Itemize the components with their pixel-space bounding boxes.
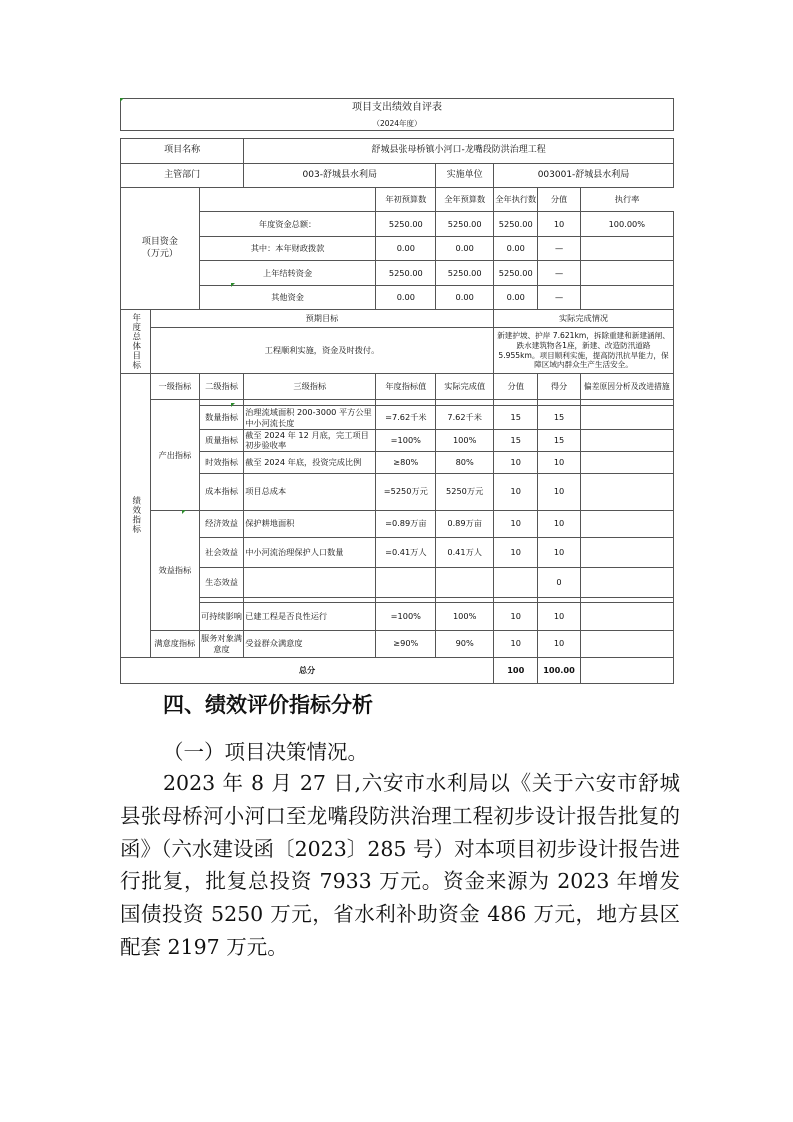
category-benefit: 效益指标 bbox=[150, 510, 199, 630]
got-cell: 10 bbox=[538, 473, 580, 510]
cell-marker bbox=[231, 403, 235, 407]
deviation-cell bbox=[580, 430, 673, 452]
ind-header-target: 年度指标值 bbox=[376, 374, 436, 400]
table-row bbox=[121, 510, 674, 537]
funds-row-rate bbox=[580, 237, 673, 261]
table-row bbox=[121, 451, 674, 473]
lvl2-cell: 经济效益 bbox=[199, 510, 243, 537]
target-cell: =0.41万人 bbox=[376, 537, 436, 567]
table-year: （2024年度） bbox=[121, 117, 674, 131]
funds-row-label: 上年结转资金 bbox=[199, 261, 376, 286]
deviation-cell bbox=[580, 451, 673, 473]
target-cell: =0.89万亩 bbox=[376, 510, 436, 537]
score-cell: 10 bbox=[494, 473, 538, 510]
target-cell: ≥90% bbox=[376, 630, 436, 657]
body-paragraph: 2023 年 8 月 27 日,六安市水利局以《关于六安市舒城县张母桥河小河口至龙嘴段防洪治理工程初步设计报告批复的函》（六水建设函〔2023〕285 号）对本项目初步设计报告进行批复，批复总投资 7933 万元。资金来源为 2023 年增发国债投资 5250 万元，省水利补助资金 486 万元，地方县区配套 2197 万元。 bbox=[120, 771, 680, 959]
got-cell: 10 bbox=[538, 510, 580, 537]
impl-unit-value: 003001-舒城县水利局 bbox=[494, 164, 674, 188]
target-cell: ≥80% bbox=[376, 451, 436, 473]
impl-unit-label: 实施单位 bbox=[436, 164, 494, 188]
funds-row-rate bbox=[580, 286, 673, 310]
funds-header-annual: 全年预算数 bbox=[436, 188, 494, 212]
ind-header-lvl1: 一级指标 bbox=[150, 374, 199, 400]
table-row bbox=[121, 602, 674, 630]
performance-self-evaluation-table bbox=[120, 98, 674, 684]
funds-row-label: 其中：本年财政拨款 bbox=[199, 237, 376, 261]
lvl3-cell: 项目总成本 bbox=[244, 473, 376, 510]
spacer-row bbox=[121, 131, 674, 139]
section-heading: 四、绩效评价指标分析 bbox=[163, 693, 373, 717]
actual-cell: 100% bbox=[436, 430, 494, 452]
funds-row-score: — bbox=[538, 237, 580, 261]
target-cell: =100% bbox=[376, 602, 436, 630]
funds-row-rate: 100.00% bbox=[580, 212, 673, 237]
expected-goal-header: 预期目标 bbox=[150, 310, 493, 328]
actual-completion-text: 新建护坡、护岸 7.621km，拆除重建和新建涵闸、跌水建筑物各1座，新建、改造防汛道路 5.955km。项目顺利实施，提高防汛抗旱能力，保障区域内群众生产生活安全。 bbox=[494, 328, 674, 374]
score-cell: 15 bbox=[494, 406, 538, 430]
score-cell: 10 bbox=[494, 602, 538, 630]
lvl2-cell: 时效指标 bbox=[199, 451, 243, 473]
dept-label: 主管部门 bbox=[121, 164, 244, 188]
lvl3-cell: 截至 2024 年底，投资完成比例 bbox=[244, 451, 376, 473]
ind-header-deviation: 偏差原因分析及改进措施 bbox=[580, 374, 673, 400]
funds-row-label: 年度资金总额： bbox=[199, 212, 376, 237]
score-cell: 10 bbox=[494, 537, 538, 567]
ind-header-lvl3: 三级指标 bbox=[244, 374, 376, 400]
funds-header-blank bbox=[199, 188, 376, 212]
total-got: 100.00 bbox=[538, 657, 580, 683]
funds-row-executed: 5250.00 bbox=[494, 261, 538, 286]
table-row bbox=[121, 406, 674, 430]
total-deviation bbox=[580, 657, 673, 683]
total-label: 总分 bbox=[121, 657, 494, 683]
got-cell: 15 bbox=[538, 406, 580, 430]
lvl3-cell: 受益群众满意度 bbox=[244, 630, 376, 657]
deviation-cell bbox=[580, 406, 673, 430]
deviation-cell bbox=[580, 537, 673, 567]
target-cell bbox=[376, 567, 436, 597]
funds-row-annual: 5250.00 bbox=[436, 212, 494, 237]
subheading: （一）项目决策情况。 bbox=[163, 740, 368, 764]
deviation-cell bbox=[580, 567, 673, 597]
lvl3-cell: 保护耕地面积 bbox=[244, 510, 376, 537]
ind-header-score: 分值 bbox=[494, 374, 538, 400]
lvl2-cell: 生态效益 bbox=[199, 567, 243, 597]
funds-header-initial: 年初预算数 bbox=[376, 188, 436, 212]
table-row bbox=[121, 473, 674, 510]
category-satisfaction: 满意度指标 bbox=[150, 630, 199, 657]
lvl2-cell: 社会效益 bbox=[199, 537, 243, 567]
actual-cell bbox=[436, 567, 494, 597]
project-name-value: 舒城县张母桥镇小河口-龙嘴段防洪治理工程 bbox=[244, 139, 674, 164]
actual-cell: 100% bbox=[436, 602, 494, 630]
actual-completion-header: 实际完成情况 bbox=[494, 310, 674, 328]
actual-cell: 80% bbox=[436, 451, 494, 473]
actual-cell: 0.41万人 bbox=[436, 537, 494, 567]
ind-header-got: 得分 bbox=[538, 374, 580, 400]
got-cell: 10 bbox=[538, 451, 580, 473]
cell-marker bbox=[231, 283, 235, 287]
lvl2-cell: 服务对象满意度 bbox=[199, 630, 243, 657]
funds-row-executed: 0.00 bbox=[494, 286, 538, 310]
project-name-label: 项目名称 bbox=[121, 139, 244, 164]
score-cell: 10 bbox=[494, 630, 538, 657]
funds-row-score: — bbox=[538, 286, 580, 310]
lvl3-cell: 截至 2024 年 12 月底，完工项目初步验收率 bbox=[244, 430, 376, 452]
deviation-cell bbox=[580, 602, 673, 630]
funds-row-score: 10 bbox=[538, 212, 580, 237]
deviation-cell bbox=[580, 473, 673, 510]
lvl3-cell: 中小河流治理保护人口数量 bbox=[244, 537, 376, 567]
total-row bbox=[121, 657, 674, 683]
total-score: 100 bbox=[494, 657, 538, 683]
funds-row-executed: 5250.00 bbox=[494, 212, 538, 237]
actual-cell: 7.62千米 bbox=[436, 406, 494, 430]
got-cell: 10 bbox=[538, 630, 580, 657]
funds-row-initial: 5250.00 bbox=[376, 261, 436, 286]
score-cell bbox=[494, 567, 538, 597]
funds-row-annual: 0.00 bbox=[436, 286, 494, 310]
table-title: 项目支出绩效自评表 bbox=[121, 99, 674, 117]
target-cell: =100% bbox=[376, 430, 436, 452]
table-row bbox=[121, 430, 674, 452]
got-cell: 0 bbox=[538, 567, 580, 597]
target-cell: =5250万元 bbox=[376, 473, 436, 510]
score-cell: 15 bbox=[494, 430, 538, 452]
funds-row-executed: 0.00 bbox=[494, 237, 538, 261]
funds-row-initial: 5250.00 bbox=[376, 212, 436, 237]
funds-row-annual: 5250.00 bbox=[436, 261, 494, 286]
actual-cell: 0.89万亩 bbox=[436, 510, 494, 537]
funds-row-score: — bbox=[538, 261, 580, 286]
got-cell: 10 bbox=[538, 602, 580, 630]
lvl2-cell: 成本指标 bbox=[199, 473, 243, 510]
lvl2-cell: 可持续影响 bbox=[199, 602, 243, 630]
category-output: 产出指标 bbox=[150, 400, 199, 511]
lvl3-cell: 已建工程是否良性运行 bbox=[244, 602, 376, 630]
funds-label: 项目资金 （万元） bbox=[121, 188, 200, 310]
funds-row-annual: 0.00 bbox=[436, 237, 494, 261]
score-cell: 10 bbox=[494, 451, 538, 473]
ind-header-actual: 实际完成值 bbox=[436, 374, 494, 400]
got-cell: 10 bbox=[538, 537, 580, 567]
funds-row-rate bbox=[580, 261, 673, 286]
table-row bbox=[121, 537, 674, 567]
table-row bbox=[121, 567, 674, 597]
performance-indicator-label: 绩效指标 bbox=[121, 374, 151, 658]
lvl2-cell: 质量指标 bbox=[199, 430, 243, 452]
performance-table-wrapper bbox=[120, 98, 674, 684]
funds-row-initial: 0.00 bbox=[376, 286, 436, 310]
actual-cell: 90% bbox=[436, 630, 494, 657]
expected-goal-text: 工程顺利实施，资金及时拨付。 bbox=[150, 328, 493, 374]
deviation-cell bbox=[580, 630, 673, 657]
target-cell: =7.62千米 bbox=[376, 406, 436, 430]
cell-marker bbox=[120, 98, 124, 102]
funds-row-initial: 0.00 bbox=[376, 237, 436, 261]
lvl3-cell: 治理流域面积 200-3000 平方公里中小河流长度 bbox=[244, 406, 376, 430]
lvl2-cell: 数量指标 bbox=[199, 406, 243, 430]
dept-value: 003-舒城县水利局 bbox=[244, 164, 436, 188]
actual-cell: 5250万元 bbox=[436, 473, 494, 510]
deviation-cell bbox=[580, 510, 673, 537]
ind-header-lvl2: 二级指标 bbox=[199, 374, 243, 400]
funds-row-label: 其他资金 bbox=[199, 286, 376, 310]
got-cell: 15 bbox=[538, 430, 580, 452]
funds-header-score: 分值 bbox=[538, 188, 580, 212]
annual-goal-label: 年度总体目标 bbox=[121, 310, 151, 374]
score-cell: 10 bbox=[494, 510, 538, 537]
funds-header-executed: 全年执行数 bbox=[494, 188, 538, 212]
lvl3-cell bbox=[244, 567, 376, 597]
cell-marker bbox=[182, 510, 186, 514]
table-row bbox=[121, 630, 674, 657]
funds-header-rate: 执行率 bbox=[580, 188, 673, 212]
